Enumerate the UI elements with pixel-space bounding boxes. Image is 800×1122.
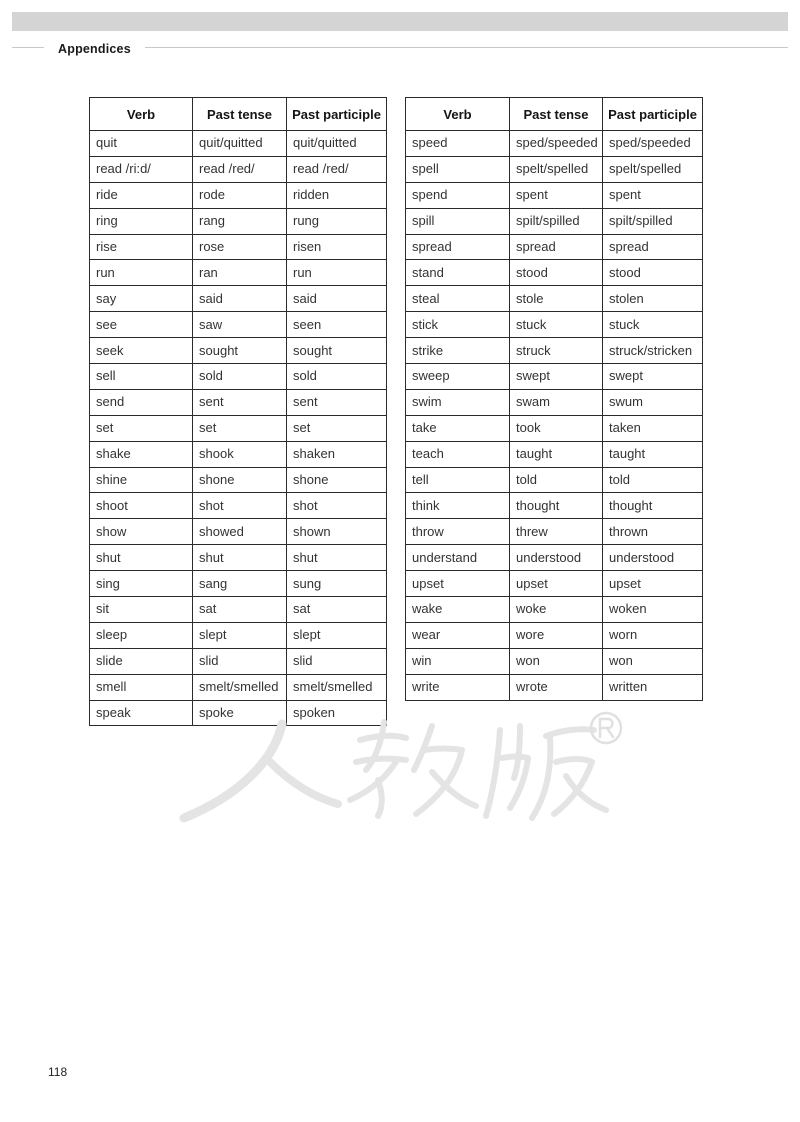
table-row	[406, 156, 703, 182]
verb-cell: sit	[90, 597, 193, 623]
past-participle-cell: smelt/smelled	[287, 674, 387, 700]
verb-cell: wake	[406, 597, 510, 623]
past-tense-cell: sought	[193, 338, 287, 364]
column-header-verb: Verb	[406, 98, 510, 131]
past-participle-cell: sold	[287, 364, 387, 390]
past-participle-cell: rung	[287, 208, 387, 234]
past-participle-cell: woken	[603, 597, 703, 623]
past-participle-cell: shown	[287, 519, 387, 545]
past-tense-cell: sold	[193, 364, 287, 390]
past-tense-cell: struck	[510, 338, 603, 364]
table-row	[406, 312, 703, 338]
past-participle-cell: thought	[603, 493, 703, 519]
table-row	[90, 545, 387, 571]
past-participle-cell: set	[287, 415, 387, 441]
watermark-stroke	[554, 759, 592, 814]
table-row	[406, 622, 703, 648]
watermark-stroke	[270, 762, 338, 804]
past-tense-cell: ran	[193, 260, 287, 286]
verb-cell: throw	[406, 519, 510, 545]
past-participle-cell: said	[287, 286, 387, 312]
table-row	[90, 312, 387, 338]
irregular-verbs-table-right	[405, 97, 703, 701]
past-participle-cell: worn	[603, 622, 703, 648]
table-row	[406, 545, 703, 571]
column-header-past-participle: Past participle	[603, 98, 703, 131]
table-header-row	[90, 98, 387, 131]
past-participle-cell: sent	[287, 389, 387, 415]
registered-mark-icon	[591, 713, 621, 743]
table-row	[90, 234, 387, 260]
past-participle-cell: quit/quitted	[287, 131, 387, 157]
verb-cell: see	[90, 312, 193, 338]
table-row	[406, 182, 703, 208]
past-tense-cell: told	[510, 467, 603, 493]
table-row	[90, 648, 387, 674]
table-row	[406, 493, 703, 519]
verb-cell: spill	[406, 208, 510, 234]
past-tense-cell: said	[193, 286, 287, 312]
past-tense-cell: sped/speeded	[510, 131, 603, 157]
past-tense-cell: shot	[193, 493, 287, 519]
verb-cell: spell	[406, 156, 510, 182]
table-row	[406, 234, 703, 260]
table-row	[90, 674, 387, 700]
table-row	[406, 674, 703, 700]
verb-cell: ring	[90, 208, 193, 234]
watermark-stroke	[566, 776, 606, 810]
table-row	[90, 467, 387, 493]
verb-cell: understand	[406, 545, 510, 571]
past-participle-cell: run	[287, 260, 387, 286]
past-participle-cell: stolen	[603, 286, 703, 312]
past-tense-cell: read /red/	[193, 156, 287, 182]
table-row	[406, 441, 703, 467]
past-tense-cell: took	[510, 415, 603, 441]
table-row	[90, 441, 387, 467]
past-participle-cell: ridden	[287, 182, 387, 208]
table-row	[90, 338, 387, 364]
verb-cell: sweep	[406, 364, 510, 390]
past-participle-cell: won	[603, 648, 703, 674]
past-tense-cell: upset	[510, 571, 603, 597]
verb-cell: set	[90, 415, 193, 441]
past-participle-cell: thrown	[603, 519, 703, 545]
past-participle-cell: sought	[287, 338, 387, 364]
verb-cell: upset	[406, 571, 510, 597]
header-band	[12, 12, 788, 31]
verb-cell: seek	[90, 338, 193, 364]
verb-cell: speed	[406, 131, 510, 157]
verb-cell: shine	[90, 467, 193, 493]
past-tense-cell: spelt/spelled	[510, 156, 603, 182]
past-tense-cell: sang	[193, 571, 287, 597]
past-participle-cell: read /red/	[287, 156, 387, 182]
verb-cell: quit	[90, 131, 193, 157]
table-row	[90, 286, 387, 312]
past-participle-cell: seen	[287, 312, 387, 338]
past-tense-cell: wrote	[510, 674, 603, 700]
verb-cell: sell	[90, 364, 193, 390]
past-participle-cell: spent	[603, 182, 703, 208]
past-tense-cell: rode	[193, 182, 287, 208]
past-tense-cell: swept	[510, 364, 603, 390]
past-tense-cell: rang	[193, 208, 287, 234]
past-participle-cell: spoken	[287, 700, 387, 726]
past-tense-cell: swam	[510, 389, 603, 415]
past-tense-cell: saw	[193, 312, 287, 338]
verb-cell: run	[90, 260, 193, 286]
verb-cell: steal	[406, 286, 510, 312]
table-row	[90, 364, 387, 390]
table-header-row	[406, 98, 703, 131]
column-header-past-participle: Past participle	[287, 98, 387, 131]
past-participle-cell: shot	[287, 493, 387, 519]
table-row	[406, 338, 703, 364]
watermark-stroke	[514, 726, 520, 778]
past-tense-cell: spent	[510, 182, 603, 208]
past-tense-cell: rose	[193, 234, 287, 260]
watermark-stroke	[502, 757, 528, 809]
irregular-verbs-table-left	[89, 97, 387, 726]
verb-cell: slide	[90, 648, 193, 674]
past-tense-cell: spread	[510, 234, 603, 260]
watermark-stroke	[546, 729, 594, 736]
past-tense-cell: showed	[193, 519, 287, 545]
past-tense-cell: won	[510, 648, 603, 674]
verb-cell: swim	[406, 389, 510, 415]
table-row	[406, 208, 703, 234]
verb-cell: spread	[406, 234, 510, 260]
table-row	[90, 519, 387, 545]
past-participle-cell: stuck	[603, 312, 703, 338]
table-row	[90, 131, 387, 157]
column-header-past-tense: Past tense	[510, 98, 603, 131]
verb-cell: sing	[90, 571, 193, 597]
past-participle-cell: written	[603, 674, 703, 700]
table-row	[406, 260, 703, 286]
table-row	[406, 519, 703, 545]
past-tense-cell: understood	[510, 545, 603, 571]
past-participle-cell: stood	[603, 260, 703, 286]
verb-cell: show	[90, 519, 193, 545]
watermark-stroke	[184, 724, 282, 818]
header-rule-left	[12, 47, 44, 48]
past-participle-cell: shaken	[287, 441, 387, 467]
verb-cell: spend	[406, 182, 510, 208]
header-rule-right	[145, 47, 788, 48]
table-row	[90, 208, 387, 234]
verb-cell: smell	[90, 674, 193, 700]
watermark-stroke	[360, 736, 406, 740]
verb-cell: say	[90, 286, 193, 312]
past-tense-cell: taught	[510, 441, 603, 467]
past-participle-cell: shone	[287, 467, 387, 493]
past-participle-cell: upset	[603, 571, 703, 597]
section-title: Appendices	[58, 42, 131, 56]
table-row	[406, 131, 703, 157]
past-participle-cell: swept	[603, 364, 703, 390]
table-row	[90, 260, 387, 286]
table-row	[406, 571, 703, 597]
past-participle-cell: swum	[603, 389, 703, 415]
watermark-stroke	[414, 726, 432, 770]
table-row	[90, 493, 387, 519]
watermark-stroke	[378, 780, 382, 816]
past-tense-cell: shook	[193, 441, 287, 467]
verb-cell: take	[406, 415, 510, 441]
verb-cell: speak	[90, 700, 193, 726]
column-header-past-tense: Past tense	[193, 98, 287, 131]
past-tense-cell: woke	[510, 597, 603, 623]
watermark-stroke	[350, 762, 396, 800]
past-participle-cell: shut	[287, 545, 387, 571]
watermark-stroke	[486, 730, 500, 816]
past-tense-cell: set	[193, 415, 287, 441]
verb-cell: sleep	[90, 622, 193, 648]
table-row	[90, 156, 387, 182]
past-participle-cell: understood	[603, 545, 703, 571]
past-tense-cell: wore	[510, 622, 603, 648]
watermark-stroke	[432, 772, 476, 806]
table-row	[90, 622, 387, 648]
verb-cell: tell	[406, 467, 510, 493]
past-tense-cell: stuck	[510, 312, 603, 338]
past-tense-cell: shone	[193, 467, 287, 493]
past-tense-cell: threw	[510, 519, 603, 545]
past-participle-cell: slid	[287, 648, 387, 674]
verb-cell: wear	[406, 622, 510, 648]
past-participle-cell: risen	[287, 234, 387, 260]
table-row	[406, 286, 703, 312]
column-header-verb: Verb	[90, 98, 193, 131]
past-tense-cell: shut	[193, 545, 287, 571]
table-row	[406, 597, 703, 623]
verb-cell: think	[406, 493, 510, 519]
table-row	[90, 415, 387, 441]
table-row	[406, 648, 703, 674]
past-participle-cell: sung	[287, 571, 387, 597]
watermark-stroke	[356, 759, 406, 762]
past-tense-cell: quit/quitted	[193, 131, 287, 157]
verb-cell: rise	[90, 234, 193, 260]
past-participle-cell: spilt/spilled	[603, 208, 703, 234]
verb-cell: read /ri:d/	[90, 156, 193, 182]
verb-cell: ride	[90, 182, 193, 208]
past-participle-cell: taught	[603, 441, 703, 467]
past-participle-cell: sped/speeded	[603, 131, 703, 157]
past-participle-cell: slept	[287, 622, 387, 648]
verb-cell: teach	[406, 441, 510, 467]
past-tense-cell: stood	[510, 260, 603, 286]
table-row	[90, 700, 387, 726]
verb-cell: strike	[406, 338, 510, 364]
verb-cell: shoot	[90, 493, 193, 519]
watermark-stroke	[366, 722, 384, 770]
past-participle-cell: spelt/spelled	[603, 156, 703, 182]
verb-cell: write	[406, 674, 510, 700]
past-tense-cell: sat	[193, 597, 287, 623]
past-tense-cell: slid	[193, 648, 287, 674]
past-participle-cell: sat	[287, 597, 387, 623]
past-participle-cell: taken	[603, 415, 703, 441]
past-tense-cell: thought	[510, 493, 603, 519]
verb-cell: stick	[406, 312, 510, 338]
watermark-stroke	[416, 749, 462, 815]
table-row	[406, 467, 703, 493]
page-number: 118	[48, 1065, 68, 1079]
past-tense-cell: smelt/smelled	[193, 674, 287, 700]
table-row	[90, 597, 387, 623]
table-row	[406, 364, 703, 390]
past-tense-cell: spoke	[193, 700, 287, 726]
past-tense-cell: sent	[193, 389, 287, 415]
past-participle-cell: spread	[603, 234, 703, 260]
verb-cell: shut	[90, 545, 193, 571]
past-participle-cell: told	[603, 467, 703, 493]
table-row	[90, 389, 387, 415]
watermark-stroke	[532, 738, 550, 818]
past-tense-cell: stole	[510, 286, 603, 312]
verb-cell: win	[406, 648, 510, 674]
table-row	[406, 389, 703, 415]
verb-cell: stand	[406, 260, 510, 286]
past-tense-cell: slept	[193, 622, 287, 648]
verb-cell: shake	[90, 441, 193, 467]
watermark-calligraphy	[184, 722, 606, 818]
verb-cell: send	[90, 389, 193, 415]
table-row	[406, 415, 703, 441]
past-tense-cell: spilt/spilled	[510, 208, 603, 234]
table-row	[90, 571, 387, 597]
past-participle-cell: struck/stricken	[603, 338, 703, 364]
table-row	[90, 182, 387, 208]
